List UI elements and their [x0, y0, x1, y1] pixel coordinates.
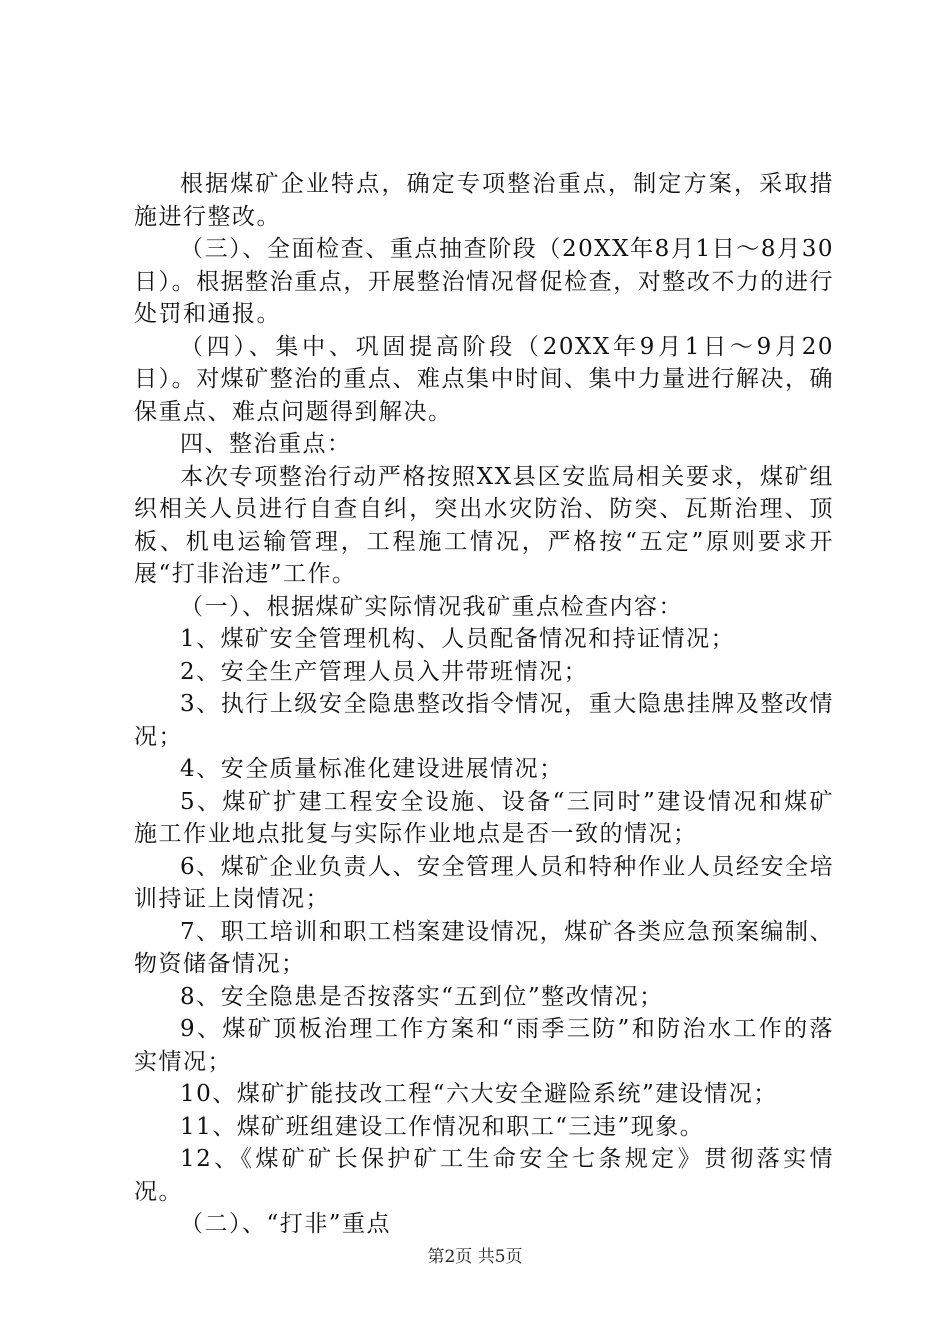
- list-item: 1、煤矿安全管理机构、人员配备情况和持证情况；: [180, 626, 736, 652]
- paragraph: 根据煤矿企业特点，确定专项整治重点，制定方案，采取措施进行整改。: [134, 171, 834, 230]
- list-item: 5、煤矿扩建工程安全设施、设备“三同时”建设情况和煤矿施工作业地点批复与实际作业地点是否一致的情况；: [134, 788, 834, 847]
- list-item: 7、职工培训和职工档案建设情况，煤矿各类应急预案编制、物资储备情况；: [134, 918, 834, 977]
- list-item: 8、安全隐患是否按落实“五到位”整改情况；: [180, 983, 664, 1010]
- section-heading: 四、整治重点：: [180, 431, 352, 457]
- document-body: [134, 168, 834, 1241]
- subsection-heading: （一）、根据煤矿实际情况我矿重点检查内容：: [180, 593, 683, 620]
- paragraph: 本次专项整治行动严格按照XX县区安监局相关要求，煤矿组织相关人员进行自查自纠，突出水灾防治、防突、瓦斯治理、顶板、机电运输管理，工程施工情况，严格按“五定”原则要求开展“打非治违”工作。: [134, 463, 834, 587]
- list-item: 3、执行上级安全隐患整改指令情况，重大隐患挂牌及整改情况；: [134, 691, 834, 750]
- subsection-heading: （二）、“打非”重点: [180, 1211, 392, 1237]
- list-item: 11、煤矿班组建设工作情况和职工“三违”现象。: [180, 1113, 705, 1140]
- list-item: 9、煤矿顶板治理工作方案和“雨季三防”和防治水工作的落实情况；: [134, 1016, 834, 1075]
- list-item: 6、煤矿企业负责人、安全管理人员和特种作业人员经安全培训持证上岗情况；: [134, 853, 834, 912]
- list-item: 4、安全质量标准化建设进展情况；: [180, 756, 564, 782]
- paragraph: （四）、集中、巩固提高阶段（20XX年9月1日～9月20日）。对煤矿整治的重点、难点集中时间、集中力量进行解决，确保重点、难点问题得到解决。: [134, 333, 834, 425]
- page-number: 第2页 共5页: [427, 1247, 523, 1267]
- list-item: 10、煤矿扩能技改工程“六大安全避险系统”建设情况；: [180, 1081, 778, 1107]
- list-item: 12、《煤矿矿长保护矿工生命安全七条规定》贯彻落实情况。: [134, 1146, 834, 1205]
- list-item: 2、安全生产管理人员入井带班情况；: [180, 658, 589, 685]
- paragraph: （三）、全面检查、重点抽查阶段（20XX年8月1日～8月30日）。根据整治重点，开展整治情况督促检查，对整改不力的进行处罚和通报。: [134, 236, 834, 327]
